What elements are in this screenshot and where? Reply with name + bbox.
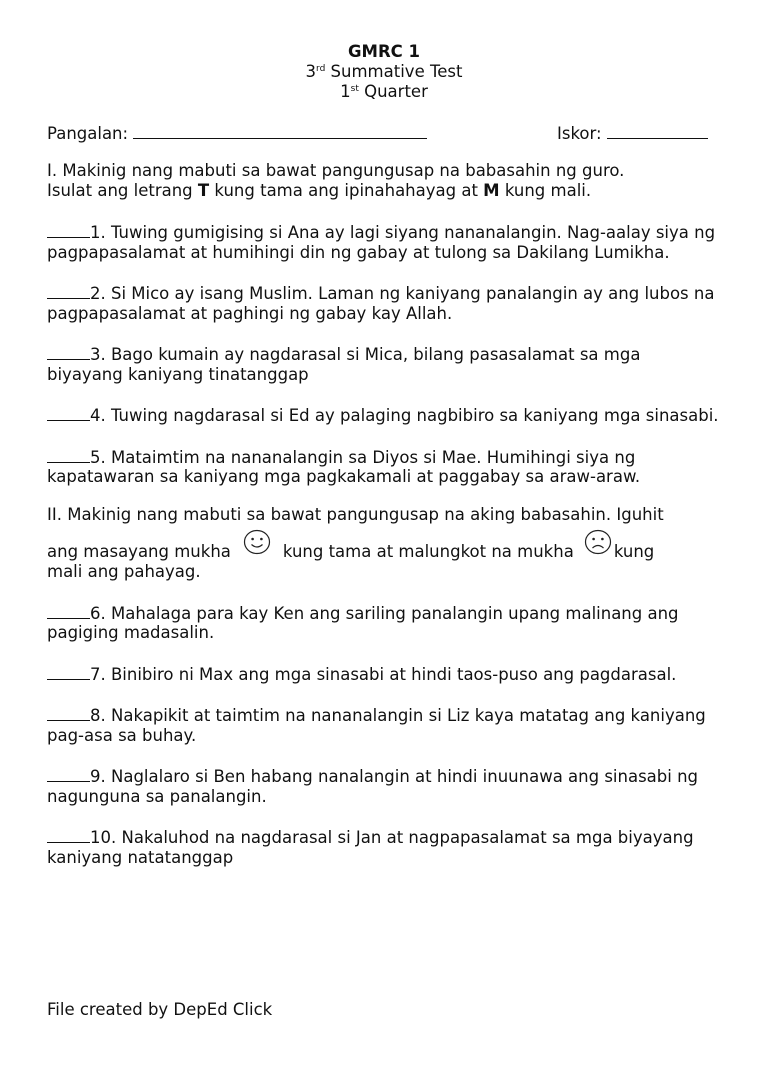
instruction-text: kung mali.	[499, 181, 592, 200]
test-ordinal: rd	[316, 64, 326, 74]
instruction-text: kung tama ang ipinahahayag at	[209, 181, 484, 200]
part1-instruction-line1: I. Makinig nang mabuti sa bawat pangungusap na babasahin ng guro.	[47, 161, 625, 180]
name-blank-line[interactable]	[133, 121, 427, 139]
part2-instruction-line1: II. Makinig nang mabuti sa bawat pangungusap na aking babasahin. Iguhit	[47, 504, 664, 524]
quarter-ordinal: st	[350, 84, 359, 94]
score-label: Iskor:	[557, 124, 602, 143]
part2-instructions	[47, 505, 721, 582]
question-item-2	[47, 282, 721, 323]
answer-blank[interactable]	[47, 704, 90, 721]
answer-blank[interactable]	[47, 765, 90, 782]
part2-instruction-line3: mali ang pahayag.	[47, 561, 201, 581]
name-score-row	[47, 121, 721, 141]
quarter-title	[47, 82, 721, 102]
answer-blank[interactable]	[47, 221, 90, 238]
letter-m: M	[483, 181, 500, 200]
instruction-text: kung	[613, 541, 655, 561]
question-text: 3. Bago kumain ay nagdarasal si Mica, bilang pasasalamat sa mga biyayang kaniyang tinatanggap	[47, 345, 641, 384]
answer-blank[interactable]	[47, 826, 90, 843]
question-item-4	[47, 404, 721, 426]
letter-t: T	[197, 181, 210, 200]
question-item-5	[47, 446, 721, 487]
question-item-7	[47, 663, 721, 685]
question-text: 6. Mahalaga para kay Ken ang sariling panalangin upang malinang ang pagiging madasalin.	[47, 603, 679, 642]
part1-instruction-line2	[47, 181, 721, 201]
test-label: Summative Test	[325, 62, 463, 81]
question-text: 9. Naglalaro si Ben habang nanalangin at hindi inuunawa ang sinasabi ng nagunguna sa panalangin.	[47, 767, 699, 806]
score-field	[557, 121, 708, 144]
answer-blank[interactable]	[47, 404, 90, 421]
question-text: 7. Binibiro ni Max ang mga sinasabi at hindi taos-puso ang pagdarasal.	[90, 664, 677, 684]
question-item-6	[47, 602, 721, 643]
answer-blank[interactable]	[47, 446, 90, 463]
instruction-text: Isulat ang letrang	[47, 181, 198, 200]
question-text: 8. Nakapikit at taimtim na nananalangin si Liz kaya matatag ang kaniyang pag-asa sa buhay.	[47, 706, 706, 745]
question-text: 1. Tuwing gumigising si Ana ay lagi siyang nananalangin. Nag-aalay siya ng pagpapasalamat at humihingi din ng gabay at tulong sa Dakilang Lumikha.	[47, 223, 716, 262]
sad-face-icon	[584, 529, 612, 555]
footer-credit: File created by DepEd Click	[47, 1000, 273, 1019]
instruction-text: kung tama at malungkot na mukha	[282, 541, 574, 561]
smiley-face-icon	[243, 529, 271, 555]
question-item-9	[47, 765, 721, 806]
answer-blank[interactable]	[47, 602, 90, 619]
worksheet-header	[47, 42, 721, 102]
answer-blank[interactable]	[47, 663, 90, 680]
worksheet-page	[0, 42, 768, 1066]
quarter-number: 1	[340, 82, 351, 101]
question-text: 2. Si Mico ay isang Muslim. Laman ng kaniyang panalangin ay ang lubos na pagpapasalamat at paghingi ng gabay kay Allah.	[47, 284, 715, 323]
question-item-3	[47, 343, 721, 384]
question-text: 5. Mataimtim na nananalangin sa Diyos si Mae. Humihingi siya ng kapatawaran sa kaniyang mga pagkakamali at paggabay sa araw-araw.	[47, 447, 641, 486]
subject-title: GMRC 1	[347, 42, 420, 61]
question-item-8	[47, 704, 721, 745]
instruction-text: ang masayang mukha	[47, 541, 231, 561]
name-label: Pangalan:	[47, 124, 129, 143]
part1-instructions	[47, 161, 721, 201]
question-item-10	[47, 826, 721, 867]
test-title	[47, 62, 721, 82]
name-field	[47, 121, 427, 144]
test-number: 3	[305, 62, 317, 81]
quarter-label: Quarter	[358, 82, 428, 101]
question-text: 10. Nakaluhod na nagdarasal si Jan at nagpapasalamat sa mga biyayang kaniyang natatanggap	[47, 828, 694, 867]
question-text: 4. Tuwing nagdarasal si Ed ay palaging nagbibiro sa kaniyang mga sinasabi.	[90, 406, 719, 425]
answer-blank[interactable]	[47, 282, 90, 299]
answer-blank[interactable]	[47, 343, 90, 360]
score-blank-line[interactable]	[607, 121, 708, 139]
question-item-1	[47, 221, 721, 262]
part2-instruction-line2	[47, 529, 721, 562]
